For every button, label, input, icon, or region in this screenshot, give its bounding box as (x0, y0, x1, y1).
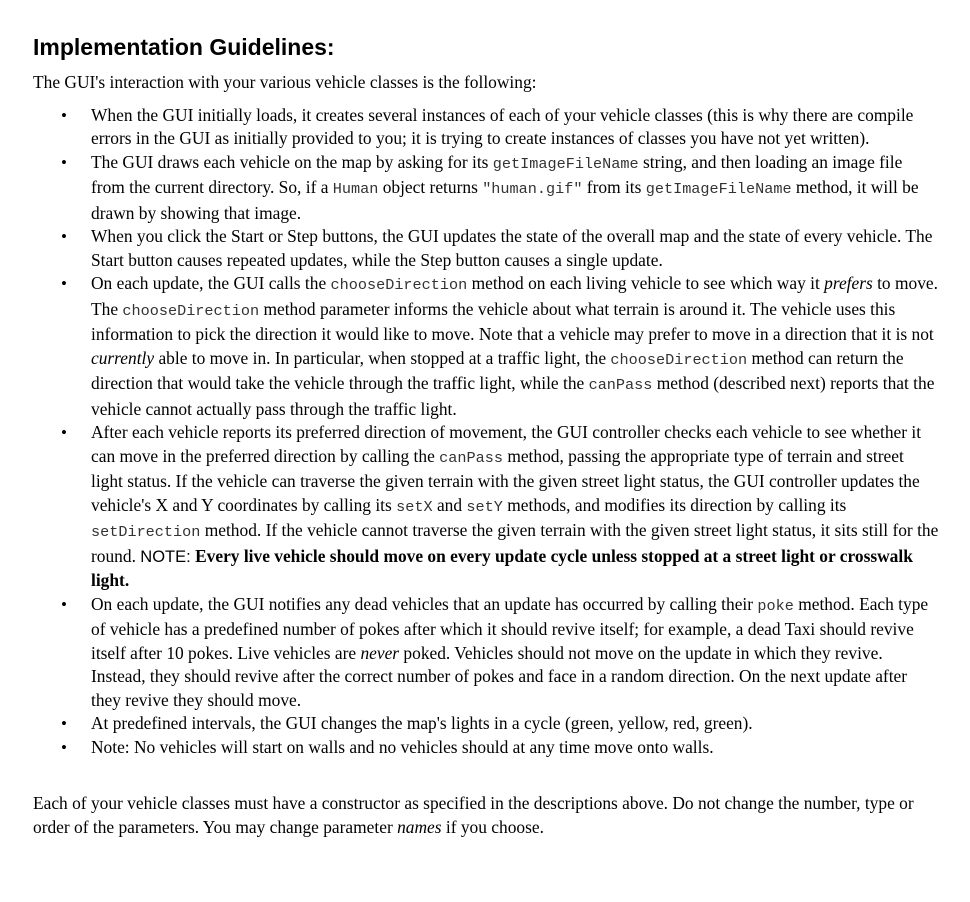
note-bold-text: Every live vehicle should move on every update cycle unless stopped at a street light or crosswalk light. (91, 545, 913, 590)
intro-paragraph: The GUI's interaction with your various vehicle classes is the following: (33, 72, 537, 92)
code-term: setDirection (91, 523, 201, 541)
bullet-icon: • (61, 594, 67, 614)
bullet-icon: • (61, 105, 67, 125)
list-item: • When the GUI initially loads, it creates several instances of each of your vehicle classes (this is why there are compile errors in the GUI as initially provided to you; it is trying to create instances of classes you have not yet written). (61, 104, 914, 148)
code-term: canPass (588, 376, 653, 394)
list-item: • After each vehicle reports its preferred direction of movement, the GUI controller checks each vehicle to see whether it can move in the preferred direction by calling the canPass method, passing the appropriate type of terrain and street light status. If the vehicle can traverse the given terrain with the given street light status, the GUI controller updates the vehicle's X and Y coordinates by calling its setX and setY methods, and modifies its direction by calling its setDirection method. If the vehicle cannot traverse the given terrain with the given street light status, it sits still for the round. NOTE: Every live vehicle should move on every update cycle unless stopped at a street light or crosswalk light. (61, 422, 939, 590)
code-term: getImageFileName (492, 154, 639, 173)
bullet-icon: • (61, 274, 67, 293)
code-term: chooseDirection (330, 276, 468, 294)
section-heading: Implementation Guidelines: (33, 34, 335, 60)
code-term: chooseDirection (610, 350, 748, 369)
bullet-icon: • (61, 737, 67, 757)
code-term: chooseDirection (122, 301, 260, 320)
emphasis: currently (91, 347, 155, 368)
emphasis: prefers (824, 273, 873, 293)
closing-paragraph: Each of your vehicle classes must have a constructor as specified in the descriptions above. Do not change the number, type or order of the parameters. You may change parameter names if you choose. (33, 793, 914, 837)
code-term: Human (332, 180, 379, 198)
code-term: setX (396, 497, 433, 516)
note-label: NOTE: (140, 547, 191, 566)
bullet-icon: • (61, 152, 67, 172)
bullet-icon: • (61, 714, 67, 733)
emphasis: never (360, 642, 400, 663)
code-term: getImageFileName (645, 180, 792, 198)
list-item: • The GUI draws each vehicle on the map by asking for its getImageFileName string, and then loading an image file from the current directory. So, if a Human object returns "human.gif" from its getImageFileName method, it will be drawn by showing that image. (61, 151, 919, 223)
emphasis: names (397, 816, 442, 837)
bullet-icon: • (61, 227, 67, 246)
code-term: "human.gif" (482, 180, 583, 198)
bullet-icon: • (61, 423, 67, 442)
list-item: • When you click the Start or Step buttons, the GUI updates the state of the overall map and the state of every vehicle. The Start button causes repeated updates, while the Step button causes a single update. (61, 226, 933, 270)
list-item: • On each update, the GUI notifies any dead vehicles that an update has occurred by calling their poke method. Each type of vehicle has a predefined number of pokes after which it should revive itself; for example, a dead Taxi should revive itself after 10 pokes. Live vehicles are never poked. Vehicles should not move on the update in which they revive. Instead, they should revive after the correct number of pokes and face in a random direction. On the next update after they revive they should move. (61, 593, 929, 710)
list-item: • At predefined intervals, the GUI changes the map's lights in a cycle (green, yellow, red, green). (33, 712, 940, 736)
list-item: • Note: No vehicles will start on walls and no vehicles should at any time move onto walls. (33, 736, 940, 760)
code-term: setY (466, 497, 503, 516)
code-term: poke (757, 596, 794, 615)
guidelines-list (33, 104, 940, 760)
code-term: canPass (439, 448, 503, 467)
list-item: • On each update, the GUI calls the chooseDirection method on each living vehicle to see which way it prefers to move. The chooseDirection method parameter informs the vehicle about what terrain is around it. The vehicle uses this information to pick the direction it would like to move. Note that a vehicle may prefer to move in a direction that it is not currently able to move in. In particular, when stopped at a traffic light, the chooseDirection method can return the direction that would take the vehicle through the traffic light, while the canPass method (described next) reports that the vehicle cannot actually pass through the traffic light. (61, 273, 938, 419)
